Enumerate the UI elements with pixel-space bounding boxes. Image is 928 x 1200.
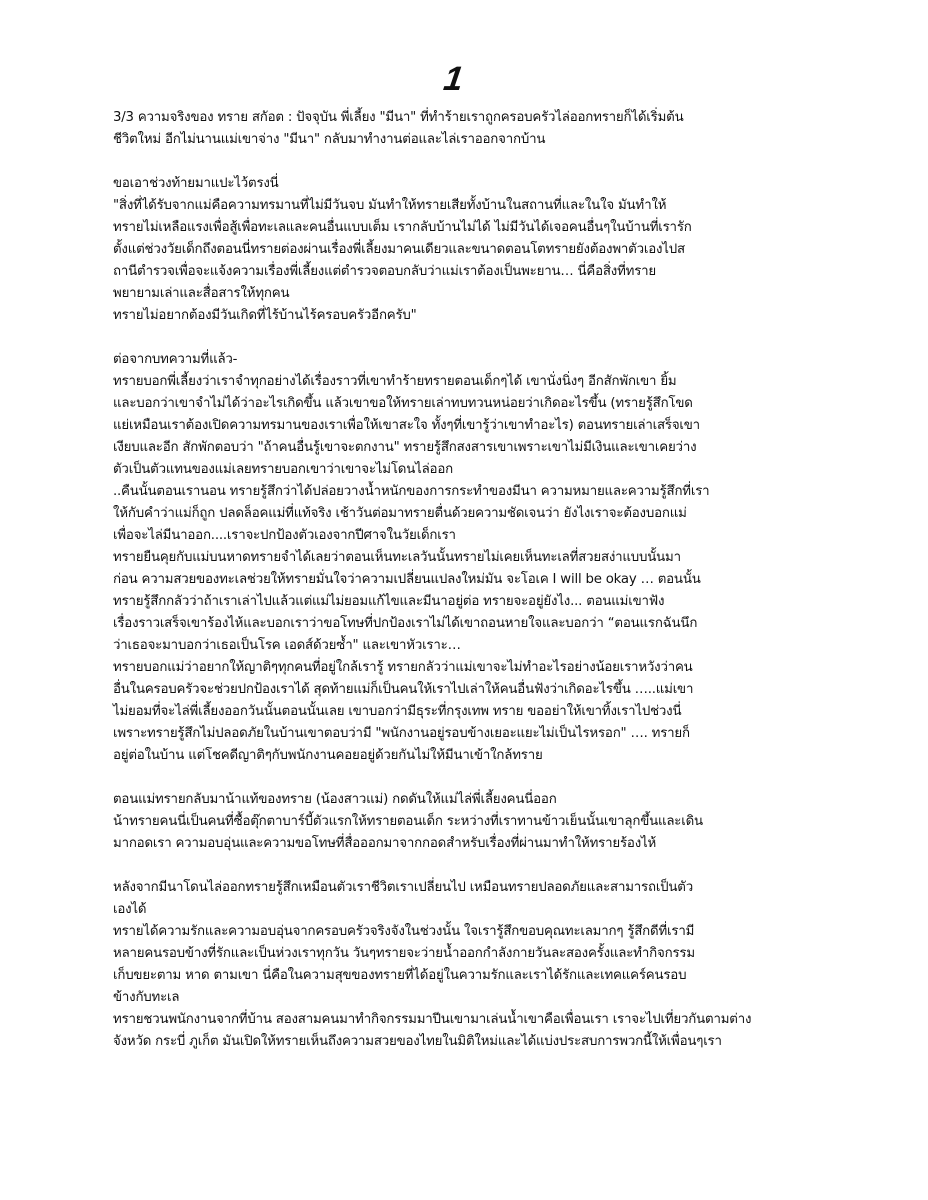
paragraph [113, 349, 813, 767]
paragraph [113, 789, 813, 855]
text-line: ทรายได้ความรักและความอบอุ่นจากครอบครัวจริงจังในช่วงนั้น ใจเรารู้สึกขอบคุณทะเลมากๆ รู้สึกดีที่เรามี [113, 924, 695, 939]
text-line: ตั้งแต่ช่วงวัยเด็กถึงตอนนี่ทรายต่องผ่านเรื่องพี่เลี้ยงมาคนเดียวและขนาดตอนโตทรายยังต้องพาตัวเองไปส [113, 242, 685, 257]
text-line: ถานีตำรวจเพื่อจะแจ้งความเรื่องพี่เลี้ยงแต่ตำรวจตอบกลับว่าแม่เราต้องเป็นพะยาน… นี่คือสิ่งที่ทราย [113, 264, 656, 279]
text-line: แย่เหมือนเราต้องเปิดความทรมานของเราเพื่อให้เขาสะใจ ทั้งๆที่เขารู้ว่าเขาทำอะไร) ตอนทรายเล่าเสร็จเขา [113, 418, 700, 433]
text-line: เพราะทรายรู้สึกไม่ปลอดภัยในบ้านเขาตอบว่ามี "พนักงานอยู่รอบข้างเยอะแยะไม่เป็นไรหรอก" …. ทรายก็ [113, 726, 690, 741]
text-line: ก่อน ความสวยของทะเลช่วยให้ทรายมั่นใจว่าความเปลี่ยนแปลงใหม่มัน จะโอเค I will be okay … ตอนนั้น [113, 572, 701, 587]
text-line: น้าทรายคนนี่เป็นคนที่ซื้อตุ๊กตาบาร์บี้ตัวแรกให้ทรายตอนเด็ก ระหว่างที่เราทานข้าวเย็นนั้นเขาลุกขึ้นและเดิน [113, 814, 703, 829]
text-line: ชีวิตใหม่ อีกไม่นานแม่เขาจ่าง "มีนา" กลับมาทำงานต่อและไล่เราออกจากบ้าน [113, 132, 546, 147]
text-line: เงียบและอีก สักพักตอบว่า "ถ้าคนอื่นรู้เขาจะตกงาน" ทรายรู้สึกสงสารเขาเพราะเขาไม่มีเงินและเขาเคยว่าง [113, 440, 697, 455]
text-line: อยู่ต่อในบ้าน แต่โชคดีญาติๆกับพนักงานคอยอยู่ด้วยกันไม่ให้มีนาเข้าใกล้ทราย [113, 748, 543, 763]
text-line: และบอกว่าเขาจำไม่ได้ว่าอะไรเกิดขึ้น แล้วเขาขอให้ทรายเล่าทบทวนหน่อยว่าเกิดอะไรขึ้น (ทรายรู้สึกโขด [113, 396, 693, 411]
text-line: ทรายยืนคุยกับแม่บนหาดทรายจำได้เลยว่าตอนเห็นทะเลวันนั้นทรายไม่เคยเห็นทะเลที่สวยสง่าแบบนั้นมา [113, 550, 681, 565]
text-line: จังหวัด กระบี่ ภูเก็ต มันเปิดให้ทรายเห็นถึงความสวยของไทยในมิติใหม่และได้แบ่งประสบการพวกนี้ให้เพื่อนๆเรา [113, 1034, 722, 1049]
text-line: ทรายไม่เหลือแรงเพื่อสู้เพื่อทะเลและคนอื่นแบบเต็ม เรากลับบ้านไม่ได้ ไม่มีวันได้เจอคนอื่นๆในบ้านที่เรารัก [113, 220, 692, 235]
text-line: ตอนแม่ทรายกลับมาน้าแท้ของทราย (น้องสาวแม่) กดดันให้แม่ไล่พี่เลี้ยงคนนี่ออก [113, 792, 557, 807]
text-line: พยายามเล่าและสื่อสารให้ทุกคน [113, 286, 290, 301]
text-line: ทรายชวนพนักงานจากที่บ้าน สองสามคนมาทำกิจกรรมมาปีนเขามาเล่นน้ำเขาคือเพื่อนเรา เราจะไปเที่ยวกันตามต่าง [113, 1012, 752, 1027]
text-line: ..คืนนั้นตอนเรานอน ทรายรู้สึกว่าได้ปล่อยวางน้ำหนักของการกระทำของมีนา ความหมายและความรู้สึกที่เรา [113, 484, 710, 499]
text-line: เก็บขยะตาม หาด ตามเขา นี่คือในความสุขของทรายที่ได้อยู่ในความรักและเราได้รักและเทคแคร์คนรอบ [113, 968, 687, 983]
text-line: ทรายบอกพี่เลี้ยงว่าเราจำทุกอย่างได้เรื่องราวที่เขาทำร้ายทรายตอนเด็กๆได้ เขานั่งนิ่งๆ อีกสักพักเขา ยิ้ม [113, 374, 677, 389]
text-line: ให้กับคำว่าแม่ก็ถูก ปลดล็อคแม่ที่แท้จริง เช้าวันต่อมาทรายตื่นด้วยความชัดเจนว่า ยังไงเราจะต้องบอกแม่ [113, 506, 687, 521]
paragraph [113, 877, 813, 1053]
text-line: ตัวเป็นตัวแทนของแม่เลยทรายบอกเขาว่าเขาจะไม่โดนไล่ออก [113, 462, 453, 477]
text-line: ทรายรู้สึกกลัวว่าถ้าเราเล่าไปแล้วแต่แม่ไม่ยอมแก้ไขและมีนาอยู่ต่อ ทรายจะอยู่ยังไง... ตอนแม่เขาฟัง [113, 594, 665, 609]
text-line: ต่อจากบทความที่แล้ว- [113, 352, 238, 367]
text-line: เรื่องราวเสร็จเขาร้องไห้และบอกเราว่าขอโทษที่ปกป้องเราไม่ได้เขาถอนหายใจและบอกว่า “ตอนแรกฉันนึก [113, 616, 698, 631]
text-line: หลังจากมีนาโดนไล่ออกทรายรู้สึกเหมือนตัวเราชีวิตเราเปลี่ยนไป เหมือนทรายปลอดภัยและสามารถเป็นตัว [113, 880, 694, 895]
text-line: ทรายบอกแม่ว่าอยากให้ญาติๆทุกคนที่อยู่ใกล้เรารู้ ทรายกลัวว่าแม่เขาจะไม่ทำอะไรอย่างน้อยเราหวังว่าคน [113, 660, 693, 675]
text-line: หลายคนรอบข้างที่รักและเป็นห่วงเราทุกวัน วันๆทรายจะว่ายน้ำออกกำลังกายวันละสองครั้งและทำกิจกรรม [113, 946, 695, 961]
text-line: อื่นในครอบครัวจะช่วยปกป้องเราได้ สุดท้ายแม่ก็เป็นคนให้เราไปเล่าให้คนอื่นฟังว่าเกิดอะไรขึ้น …..แม่เขา [113, 682, 694, 697]
paragraph-spacer [113, 767, 813, 789]
text-line: ว่าเธอจะมาบอกว่าเธอเป็นโรค เอดส์ด้วยซ้ำ" และเขาหัวเราะ… [113, 638, 461, 653]
text-line: ข้างกับทะเล [113, 990, 180, 1005]
document-body [113, 107, 813, 1053]
text-line: ไม่ยอมที่จะไล่พี่เลี้ยงออกวันนั้นตอนนั้นเลย เขาบอกว่ามีธุระที่กรุงเทพ ทราย ขออย่าให้เขาทิ้งเราไปช่วงนี่ [113, 704, 682, 719]
paragraph-spacer [113, 327, 813, 349]
text-line: ทรายไม่อยากต้องมีวันเกิดที่ไร้บ้านไร้ครอบครัวอีกครับ" [113, 308, 417, 323]
paragraph-spacer [113, 151, 813, 173]
paragraph-spacer [113, 855, 813, 877]
paragraph [113, 107, 813, 151]
text-line: เองได้ [113, 902, 147, 917]
text-line: 3/3 ความจริงของ ทราย สกัอต : ปัจจุบัน พี่เลี้ยง "มีนา" ที่ทำร้ายเราถูกครอบครัวไล่ออกทรายก็ได้เริ่มต้น [113, 110, 684, 125]
text-line: มากอดเรา ความอบอุ่นและความขอโทษที่สื่อออกมาจากกอดสำหรับเรื่องที่ผ่านมาทำให้ทรายร้องไห้ [113, 836, 657, 851]
paragraph [113, 173, 813, 327]
page-number: 1 [441, 60, 466, 98]
text-line: ขอเอาช่วงท้ายมาแปะไว้ตรงนี่ [113, 176, 279, 191]
text-line: เพื่อจะไล่มีนาออก....เราจะปกป้องตัวเองจากปีศาจในวัยเด็กเรา [113, 528, 456, 543]
text-line: "สิ่งที่ได้รับจากแม่คือความทรมานที่ไม่มีวันจบ มันทำให้ทรายเสียทั้งบ้านในสถานที่และในใจ มันทำให้ [113, 198, 667, 213]
